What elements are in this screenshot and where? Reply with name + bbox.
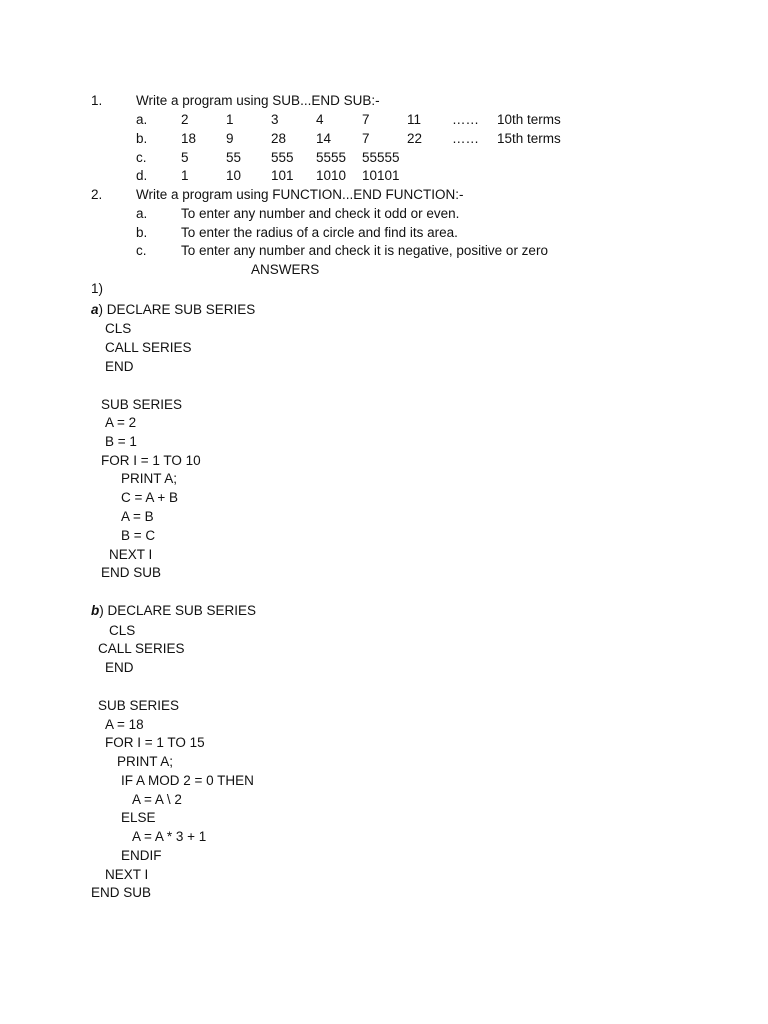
- answer-b-declare: ) DECLARE SUB SERIES: [99, 603, 257, 618]
- question-2c-text: To enter any number and check it is negative, positive or zero: [181, 243, 548, 258]
- series-term: 9: [226, 131, 234, 146]
- ellipsis: ……: [452, 112, 479, 127]
- code-line: CLS: [109, 623, 136, 638]
- series-term: 18: [181, 131, 197, 146]
- answer-b-header: [91, 603, 256, 619]
- series-term: 14: [316, 131, 332, 146]
- part-letter: a.: [136, 206, 148, 221]
- series-term: 4: [316, 112, 324, 127]
- code-line: NEXT I: [105, 867, 149, 882]
- answer-number: 1): [91, 281, 104, 296]
- code-line: NEXT I: [109, 547, 153, 562]
- series-term: 1: [181, 168, 189, 183]
- code-line: SUB SERIES: [101, 397, 183, 412]
- series-term: 7: [362, 131, 370, 146]
- series-term: 1: [226, 112, 234, 127]
- code-line: B = 1: [105, 434, 137, 449]
- series-term: 5: [181, 150, 189, 165]
- series-term: 11: [407, 112, 422, 127]
- part-letter: a.: [136, 112, 148, 127]
- code-line: FOR I = 1 TO 15: [105, 735, 205, 750]
- code-line: C = A + B: [121, 490, 179, 505]
- code-line: A = A * 3 + 1: [132, 829, 207, 844]
- code-line: A = A \ 2: [132, 792, 182, 807]
- code-line: CALL SERIES: [105, 340, 192, 355]
- answer-b-label: b: [91, 603, 100, 618]
- series-term: 55: [226, 150, 242, 165]
- series-term: 7: [362, 112, 370, 127]
- series-term: 101: [271, 168, 294, 183]
- answer-a-declare: ) DECLARE SUB SERIES: [98, 302, 256, 317]
- answers-heading: ANSWERS: [251, 262, 320, 277]
- code-line: END: [105, 660, 134, 675]
- question-1-text: Write a program using SUB...END SUB:-: [136, 93, 380, 108]
- series-term: 1010: [316, 168, 347, 183]
- code-line: END SUB: [101, 565, 162, 580]
- series-term: 5555: [316, 150, 347, 165]
- part-letter: c.: [136, 150, 147, 165]
- code-line: END SUB: [91, 885, 152, 900]
- code-line: A = 18: [105, 717, 144, 732]
- answer-a-label: a: [91, 302, 99, 317]
- code-line: SUB SERIES: [98, 698, 180, 713]
- part-letter: c.: [136, 243, 147, 258]
- code-line: END: [105, 359, 134, 374]
- series-term: 10101: [362, 168, 400, 183]
- code-line: FOR I = 1 TO 10: [101, 453, 201, 468]
- part-letter: b.: [136, 131, 148, 146]
- series-term: 22: [407, 131, 423, 146]
- question-2b-text: To enter the radius of a circle and find its area.: [181, 225, 458, 240]
- question-1-number: 1.: [91, 93, 103, 108]
- series-term: 10: [226, 168, 242, 183]
- code-line: ENDIF: [121, 848, 162, 863]
- question-2-number: 2.: [91, 187, 103, 202]
- series-term: 555: [271, 150, 294, 165]
- part-letter: d.: [136, 168, 148, 183]
- code-line: A = 2: [105, 415, 137, 430]
- code-line: A = B: [121, 509, 154, 524]
- question-2-text: Write a program using FUNCTION...END FUNCTION:-: [136, 187, 464, 202]
- series-term: 28: [271, 131, 287, 146]
- question-2a-text: To enter any number and check it odd or even.: [181, 206, 460, 221]
- series-term: 3: [271, 112, 279, 127]
- part-letter: b.: [136, 225, 148, 240]
- terms-count: 15th terms: [497, 131, 561, 146]
- code-line: PRINT A;: [121, 471, 178, 486]
- series-term: 2: [181, 112, 189, 127]
- code-line: IF A MOD 2 = 0 THEN: [121, 773, 254, 788]
- ellipsis: ……: [452, 131, 479, 146]
- code-line: ELSE: [121, 810, 156, 825]
- code-line: B = C: [121, 528, 156, 543]
- code-line: PRINT A;: [117, 754, 174, 769]
- answer-a-header: [91, 302, 255, 318]
- code-line: CALL SERIES: [98, 641, 185, 656]
- terms-count: 10th terms: [497, 112, 561, 127]
- code-line: CLS: [105, 321, 132, 336]
- series-term: 55555: [362, 150, 400, 165]
